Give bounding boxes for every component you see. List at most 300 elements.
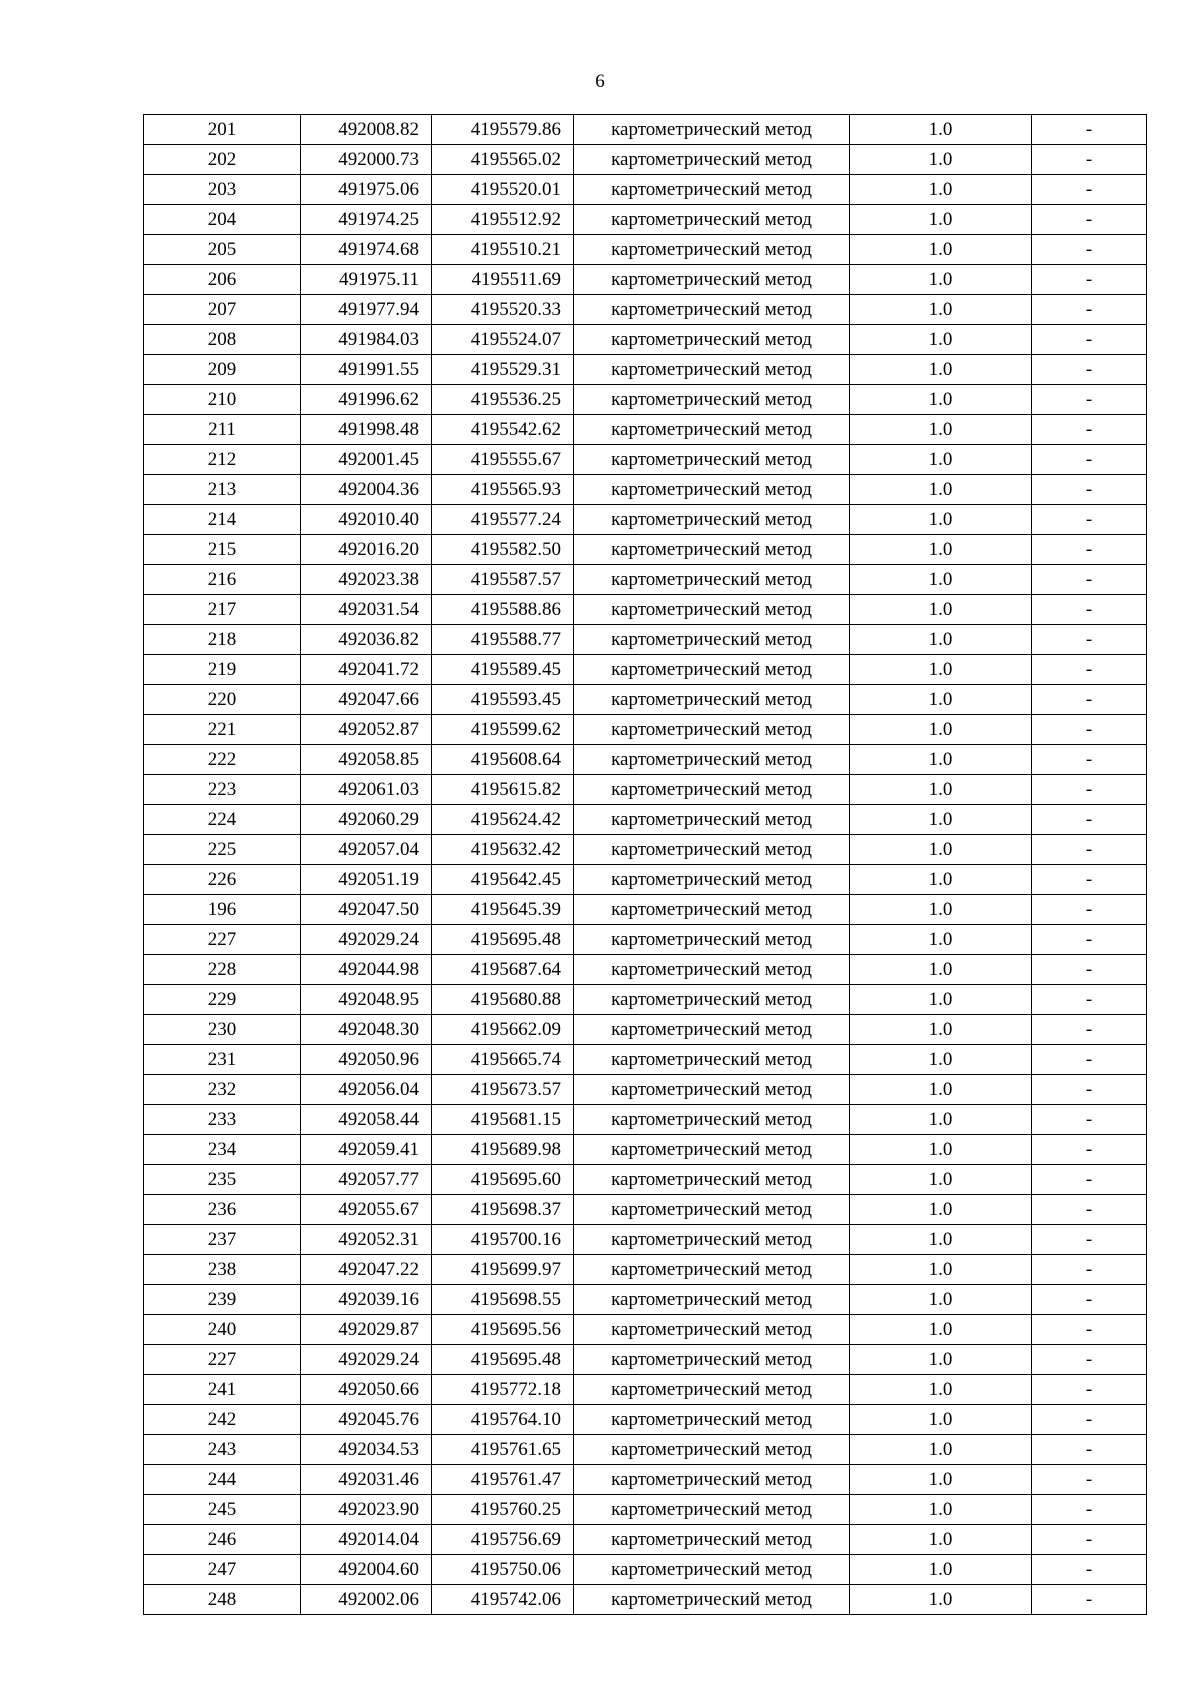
point-number-cell: 248	[144, 1585, 301, 1615]
table-row	[144, 295, 1147, 325]
y-coordinate-cell: 4195536.25	[432, 385, 574, 415]
point-number-cell: 201	[144, 115, 301, 145]
table-row	[144, 475, 1147, 505]
y-coordinate-cell: 4195761.47	[432, 1465, 574, 1495]
method-cell: картометрический метод	[574, 1225, 850, 1255]
accuracy-cell: 1.0	[850, 895, 1032, 925]
x-coordinate-cell: 492016.20	[301, 535, 432, 565]
x-coordinate-cell: 492057.77	[301, 1165, 432, 1195]
x-coordinate-cell: 492004.36	[301, 475, 432, 505]
table-row	[144, 325, 1147, 355]
x-coordinate-cell: 491975.11	[301, 265, 432, 295]
point-number-cell: 230	[144, 1015, 301, 1045]
description-cell: -	[1032, 1105, 1147, 1135]
y-coordinate-cell: 4195772.18	[432, 1375, 574, 1405]
point-number-cell: 231	[144, 1045, 301, 1075]
table-row	[144, 385, 1147, 415]
table-row	[144, 1225, 1147, 1255]
accuracy-cell: 1.0	[850, 115, 1032, 145]
y-coordinate-cell: 4195510.21	[432, 235, 574, 265]
description-cell: -	[1032, 205, 1147, 235]
table-row	[144, 235, 1147, 265]
x-coordinate-cell: 492010.40	[301, 505, 432, 535]
method-cell: картометрический метод	[574, 1285, 850, 1315]
point-number-cell: 225	[144, 835, 301, 865]
description-cell: -	[1032, 1075, 1147, 1105]
table-row	[144, 1285, 1147, 1315]
y-coordinate-cell: 4195588.77	[432, 625, 574, 655]
x-coordinate-cell: 492061.03	[301, 775, 432, 805]
method-cell: картометрический метод	[574, 535, 850, 565]
point-number-cell: 223	[144, 775, 301, 805]
accuracy-cell: 1.0	[850, 175, 1032, 205]
accuracy-cell: 1.0	[850, 415, 1032, 445]
x-coordinate-cell: 492047.50	[301, 895, 432, 925]
table-row	[144, 865, 1147, 895]
description-cell: -	[1032, 685, 1147, 715]
x-coordinate-cell: 492050.96	[301, 1045, 432, 1075]
method-cell: картометрический метод	[574, 1135, 850, 1165]
y-coordinate-cell: 4195577.24	[432, 505, 574, 535]
point-number-cell: 240	[144, 1315, 301, 1345]
accuracy-cell: 1.0	[850, 1225, 1032, 1255]
description-cell: -	[1032, 595, 1147, 625]
description-cell: -	[1032, 655, 1147, 685]
point-number-cell: 227	[144, 1345, 301, 1375]
description-cell: -	[1032, 1135, 1147, 1165]
method-cell: картометрический метод	[574, 925, 850, 955]
accuracy-cell: 1.0	[850, 595, 1032, 625]
table-row	[144, 925, 1147, 955]
table-row	[144, 1465, 1147, 1495]
y-coordinate-cell: 4195511.69	[432, 265, 574, 295]
x-coordinate-cell: 491996.62	[301, 385, 432, 415]
description-cell: -	[1032, 415, 1147, 445]
table-row	[144, 115, 1147, 145]
table-row	[144, 415, 1147, 445]
x-coordinate-cell: 492039.16	[301, 1285, 432, 1315]
table-row	[144, 145, 1147, 175]
x-coordinate-cell: 492031.54	[301, 595, 432, 625]
x-coordinate-cell: 491998.48	[301, 415, 432, 445]
description-cell: -	[1032, 985, 1147, 1015]
point-number-cell: 210	[144, 385, 301, 415]
description-cell: -	[1032, 1375, 1147, 1405]
accuracy-cell: 1.0	[850, 1435, 1032, 1465]
x-coordinate-cell: 492058.85	[301, 745, 432, 775]
method-cell: картометрический метод	[574, 805, 850, 835]
method-cell: картометрический метод	[574, 1315, 850, 1345]
x-coordinate-cell: 492036.82	[301, 625, 432, 655]
x-coordinate-cell: 491975.06	[301, 175, 432, 205]
description-cell: -	[1032, 145, 1147, 175]
point-number-cell: 245	[144, 1495, 301, 1525]
x-coordinate-cell: 492041.72	[301, 655, 432, 685]
method-cell: картометрический метод	[574, 955, 850, 985]
x-coordinate-cell: 492056.04	[301, 1075, 432, 1105]
y-coordinate-cell: 4195529.31	[432, 355, 574, 385]
y-coordinate-cell: 4195698.37	[432, 1195, 574, 1225]
accuracy-cell: 1.0	[850, 865, 1032, 895]
y-coordinate-cell: 4195599.62	[432, 715, 574, 745]
accuracy-cell: 1.0	[850, 205, 1032, 235]
point-number-cell: 235	[144, 1165, 301, 1195]
method-cell: картометрический метод	[574, 205, 850, 235]
table-row	[144, 565, 1147, 595]
method-cell: картометрический метод	[574, 1495, 850, 1525]
description-cell: -	[1032, 745, 1147, 775]
y-coordinate-cell: 4195742.06	[432, 1585, 574, 1615]
method-cell: картометрический метод	[574, 445, 850, 475]
y-coordinate-cell: 4195760.25	[432, 1495, 574, 1525]
table-row	[144, 1495, 1147, 1525]
description-cell: -	[1032, 355, 1147, 385]
method-cell: картометрический метод	[574, 1375, 850, 1405]
y-coordinate-cell: 4195587.57	[432, 565, 574, 595]
y-coordinate-cell: 4195695.56	[432, 1315, 574, 1345]
y-coordinate-cell: 4195695.48	[432, 925, 574, 955]
x-coordinate-cell: 492029.87	[301, 1315, 432, 1345]
accuracy-cell: 1.0	[850, 1015, 1032, 1045]
method-cell: картометрический метод	[574, 1165, 850, 1195]
description-cell: -	[1032, 1435, 1147, 1465]
method-cell: картометрический метод	[574, 715, 850, 745]
table-row	[144, 775, 1147, 805]
description-cell: -	[1032, 865, 1147, 895]
table-row	[144, 955, 1147, 985]
method-cell: картометрический метод	[574, 1525, 850, 1555]
accuracy-cell: 1.0	[850, 1315, 1032, 1345]
x-coordinate-cell: 492060.29	[301, 805, 432, 835]
method-cell: картометрический метод	[574, 1405, 850, 1435]
x-coordinate-cell: 492023.38	[301, 565, 432, 595]
point-number-cell: 221	[144, 715, 301, 745]
accuracy-cell: 1.0	[850, 1105, 1032, 1135]
description-cell: -	[1032, 1225, 1147, 1255]
x-coordinate-cell: 492045.76	[301, 1405, 432, 1435]
accuracy-cell: 1.0	[850, 1345, 1032, 1375]
method-cell: картометрический метод	[574, 865, 850, 895]
x-coordinate-cell: 492008.82	[301, 115, 432, 145]
x-coordinate-cell: 491974.25	[301, 205, 432, 235]
method-cell: картометрический метод	[574, 655, 850, 685]
x-coordinate-cell: 491977.94	[301, 295, 432, 325]
x-coordinate-cell: 492048.95	[301, 985, 432, 1015]
method-cell: картометрический метод	[574, 505, 850, 535]
point-number-cell: 232	[144, 1075, 301, 1105]
table-row	[144, 265, 1147, 295]
coordinates-table-body	[144, 115, 1147, 1615]
accuracy-cell: 1.0	[850, 475, 1032, 505]
x-coordinate-cell: 492023.90	[301, 1495, 432, 1525]
method-cell: картометрический метод	[574, 685, 850, 715]
method-cell: картометрический метод	[574, 1045, 850, 1075]
point-number-cell: 217	[144, 595, 301, 625]
method-cell: картометрический метод	[574, 295, 850, 325]
y-coordinate-cell: 4195750.06	[432, 1555, 574, 1585]
y-coordinate-cell: 4195673.57	[432, 1075, 574, 1105]
x-coordinate-cell: 492000.73	[301, 145, 432, 175]
point-number-cell: 242	[144, 1405, 301, 1435]
point-number-cell: 243	[144, 1435, 301, 1465]
y-coordinate-cell: 4195520.01	[432, 175, 574, 205]
description-cell: -	[1032, 835, 1147, 865]
point-number-cell: 202	[144, 145, 301, 175]
point-number-cell: 196	[144, 895, 301, 925]
accuracy-cell: 1.0	[850, 565, 1032, 595]
method-cell: картометрический метод	[574, 565, 850, 595]
description-cell: -	[1032, 1405, 1147, 1435]
y-coordinate-cell: 4195632.42	[432, 835, 574, 865]
x-coordinate-cell: 492014.04	[301, 1525, 432, 1555]
y-coordinate-cell: 4195615.82	[432, 775, 574, 805]
x-coordinate-cell: 492048.30	[301, 1015, 432, 1045]
description-cell: -	[1032, 565, 1147, 595]
description-cell: -	[1032, 535, 1147, 565]
point-number-cell: 228	[144, 955, 301, 985]
y-coordinate-cell: 4195681.15	[432, 1105, 574, 1135]
x-coordinate-cell: 492052.31	[301, 1225, 432, 1255]
method-cell: картометрический метод	[574, 1195, 850, 1225]
y-coordinate-cell: 4195695.60	[432, 1165, 574, 1195]
point-number-cell: 207	[144, 295, 301, 325]
accuracy-cell: 1.0	[850, 235, 1032, 265]
table-row	[144, 985, 1147, 1015]
method-cell: картометрический метод	[574, 385, 850, 415]
accuracy-cell: 1.0	[850, 1585, 1032, 1615]
page-number: 6	[595, 71, 605, 92]
x-coordinate-cell: 491984.03	[301, 325, 432, 355]
x-coordinate-cell: 492029.24	[301, 925, 432, 955]
table-row	[144, 595, 1147, 625]
point-number-cell: 213	[144, 475, 301, 505]
method-cell: картометрический метод	[574, 895, 850, 925]
y-coordinate-cell: 4195593.45	[432, 685, 574, 715]
y-coordinate-cell: 4195555.67	[432, 445, 574, 475]
description-cell: -	[1032, 1015, 1147, 1045]
coordinates-table	[143, 114, 1147, 1615]
accuracy-cell: 1.0	[850, 1255, 1032, 1285]
description-cell: -	[1032, 925, 1147, 955]
y-coordinate-cell: 4195680.88	[432, 985, 574, 1015]
description-cell: -	[1032, 1195, 1147, 1225]
x-coordinate-cell: 492001.45	[301, 445, 432, 475]
description-cell: -	[1032, 1555, 1147, 1585]
y-coordinate-cell: 4195665.74	[432, 1045, 574, 1075]
accuracy-cell: 1.0	[850, 535, 1032, 565]
method-cell: картометрический метод	[574, 1255, 850, 1285]
point-number-cell: 218	[144, 625, 301, 655]
point-number-cell: 211	[144, 415, 301, 445]
accuracy-cell: 1.0	[850, 835, 1032, 865]
accuracy-cell: 1.0	[850, 1195, 1032, 1225]
method-cell: картометрический метод	[574, 235, 850, 265]
table-row	[144, 205, 1147, 235]
y-coordinate-cell: 4195698.55	[432, 1285, 574, 1315]
accuracy-cell: 1.0	[850, 1495, 1032, 1525]
method-cell: картометрический метод	[574, 835, 850, 865]
y-coordinate-cell: 4195512.92	[432, 205, 574, 235]
accuracy-cell: 1.0	[850, 625, 1032, 655]
accuracy-cell: 1.0	[850, 1135, 1032, 1165]
method-cell: картометрический метод	[574, 985, 850, 1015]
x-coordinate-cell: 492057.04	[301, 835, 432, 865]
point-number-cell: 212	[144, 445, 301, 475]
description-cell: -	[1032, 955, 1147, 985]
point-number-cell: 203	[144, 175, 301, 205]
description-cell: -	[1032, 1315, 1147, 1345]
y-coordinate-cell: 4195756.69	[432, 1525, 574, 1555]
table-row	[144, 445, 1147, 475]
description-cell: -	[1032, 1525, 1147, 1555]
accuracy-cell: 1.0	[850, 355, 1032, 385]
accuracy-cell: 1.0	[850, 1525, 1032, 1555]
point-number-cell: 244	[144, 1465, 301, 1495]
description-cell: -	[1032, 805, 1147, 835]
table-row	[144, 1105, 1147, 1135]
table-row	[144, 745, 1147, 775]
x-coordinate-cell: 492058.44	[301, 1105, 432, 1135]
table-row	[144, 535, 1147, 565]
x-coordinate-cell: 492029.24	[301, 1345, 432, 1375]
point-number-cell: 204	[144, 205, 301, 235]
table-row	[144, 835, 1147, 865]
table-row	[144, 715, 1147, 745]
table-row	[144, 1165, 1147, 1195]
method-cell: картометрический метод	[574, 595, 850, 625]
x-coordinate-cell: 492034.53	[301, 1435, 432, 1465]
y-coordinate-cell: 4195582.50	[432, 535, 574, 565]
description-cell: -	[1032, 175, 1147, 205]
point-number-cell: 236	[144, 1195, 301, 1225]
description-cell: -	[1032, 715, 1147, 745]
table-row	[144, 1345, 1147, 1375]
y-coordinate-cell: 4195589.45	[432, 655, 574, 685]
accuracy-cell: 1.0	[850, 715, 1032, 745]
x-coordinate-cell: 492059.41	[301, 1135, 432, 1165]
table-row	[144, 1195, 1147, 1225]
point-number-cell: 229	[144, 985, 301, 1015]
table-row	[144, 895, 1147, 925]
y-coordinate-cell: 4195645.39	[432, 895, 574, 925]
description-cell: -	[1032, 325, 1147, 355]
point-number-cell: 222	[144, 745, 301, 775]
description-cell: -	[1032, 1465, 1147, 1495]
point-number-cell: 246	[144, 1525, 301, 1555]
point-number-cell: 238	[144, 1255, 301, 1285]
x-coordinate-cell: 492044.98	[301, 955, 432, 985]
accuracy-cell: 1.0	[850, 265, 1032, 295]
accuracy-cell: 1.0	[850, 1165, 1032, 1195]
point-number-cell: 234	[144, 1135, 301, 1165]
y-coordinate-cell: 4195642.45	[432, 865, 574, 895]
point-number-cell: 239	[144, 1285, 301, 1315]
accuracy-cell: 1.0	[850, 985, 1032, 1015]
description-cell: -	[1032, 775, 1147, 805]
point-number-cell: 205	[144, 235, 301, 265]
method-cell: картометрический метод	[574, 325, 850, 355]
accuracy-cell: 1.0	[850, 685, 1032, 715]
description-cell: -	[1032, 505, 1147, 535]
method-cell: картометрический метод	[574, 625, 850, 655]
table-row	[144, 355, 1147, 385]
description-cell: -	[1032, 265, 1147, 295]
y-coordinate-cell: 4195520.33	[432, 295, 574, 325]
point-number-cell: 216	[144, 565, 301, 595]
y-coordinate-cell: 4195695.48	[432, 1345, 574, 1375]
description-cell: -	[1032, 895, 1147, 925]
accuracy-cell: 1.0	[850, 925, 1032, 955]
method-cell: картометрический метод	[574, 1075, 850, 1105]
method-cell: картометрический метод	[574, 265, 850, 295]
description-cell: -	[1032, 1045, 1147, 1075]
table-row	[144, 1525, 1147, 1555]
description-cell: -	[1032, 625, 1147, 655]
table-row	[144, 1045, 1147, 1075]
accuracy-cell: 1.0	[850, 955, 1032, 985]
table-row	[144, 1255, 1147, 1285]
description-cell: -	[1032, 1255, 1147, 1285]
x-coordinate-cell: 492047.66	[301, 685, 432, 715]
accuracy-cell: 1.0	[850, 445, 1032, 475]
description-cell: -	[1032, 295, 1147, 325]
method-cell: картометрический метод	[574, 1555, 850, 1585]
accuracy-cell: 1.0	[850, 775, 1032, 805]
accuracy-cell: 1.0	[850, 1285, 1032, 1315]
y-coordinate-cell: 4195662.09	[432, 1015, 574, 1045]
y-coordinate-cell: 4195687.64	[432, 955, 574, 985]
accuracy-cell: 1.0	[850, 295, 1032, 325]
table-row	[144, 1405, 1147, 1435]
accuracy-cell: 1.0	[850, 325, 1032, 355]
description-cell: -	[1032, 1585, 1147, 1615]
table-row	[144, 805, 1147, 835]
x-coordinate-cell: 492002.06	[301, 1585, 432, 1615]
point-number-cell: 224	[144, 805, 301, 835]
y-coordinate-cell: 4195579.86	[432, 115, 574, 145]
point-number-cell: 219	[144, 655, 301, 685]
y-coordinate-cell: 4195565.93	[432, 475, 574, 505]
method-cell: картометрический метод	[574, 775, 850, 805]
method-cell: картометрический метод	[574, 175, 850, 205]
table-row	[144, 625, 1147, 655]
accuracy-cell: 1.0	[850, 1465, 1032, 1495]
table-row	[144, 175, 1147, 205]
accuracy-cell: 1.0	[850, 145, 1032, 175]
description-cell: -	[1032, 235, 1147, 265]
point-number-cell: 208	[144, 325, 301, 355]
table-row	[144, 1015, 1147, 1045]
accuracy-cell: 1.0	[850, 505, 1032, 535]
y-coordinate-cell: 4195608.64	[432, 745, 574, 775]
table-row	[144, 1135, 1147, 1165]
method-cell: картометрический метод	[574, 1105, 850, 1135]
description-cell: -	[1032, 1495, 1147, 1525]
point-number-cell: 247	[144, 1555, 301, 1585]
method-cell: картометрический метод	[574, 745, 850, 775]
y-coordinate-cell: 4195542.62	[432, 415, 574, 445]
description-cell: -	[1032, 445, 1147, 475]
accuracy-cell: 1.0	[850, 1375, 1032, 1405]
method-cell: картометрический метод	[574, 1345, 850, 1375]
method-cell: картометрический метод	[574, 1465, 850, 1495]
accuracy-cell: 1.0	[850, 805, 1032, 835]
table-row	[144, 655, 1147, 685]
accuracy-cell: 1.0	[850, 1045, 1032, 1075]
y-coordinate-cell: 4195700.16	[432, 1225, 574, 1255]
y-coordinate-cell: 4195588.86	[432, 595, 574, 625]
accuracy-cell: 1.0	[850, 1075, 1032, 1105]
